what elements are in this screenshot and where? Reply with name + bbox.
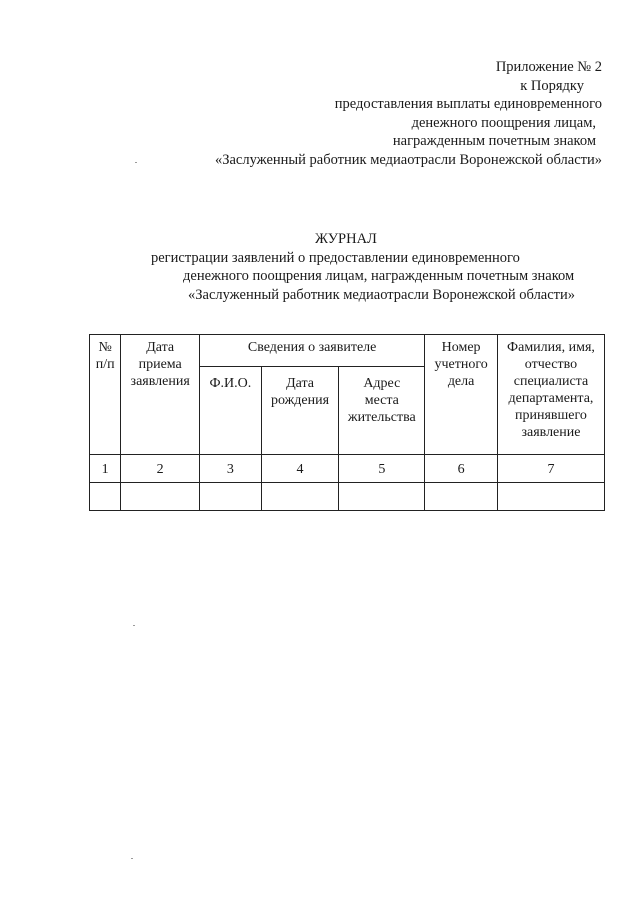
scan-speck [133,625,135,626]
column-number-cell: 3 [200,455,262,483]
header-cell-address: Адрес места жительства [339,367,425,455]
appendix-header [142,58,602,170]
header-cell-applicant-info: Сведения о заявителе [200,335,425,367]
table-header-row [90,335,605,367]
appendix-number: Приложение № 2 [495,59,602,75]
journal-subtitle-line: денежного поощрения лицам, награжденным почетным знаком [183,268,575,285]
column-number-cell: 2 [121,455,200,483]
empty-cell [339,483,425,511]
header-cell-full-name: Ф.И.О. [200,367,262,455]
empty-cell [90,483,121,511]
column-number-cell: 1 [90,455,121,483]
header-cell-case-number: Номер учетного дела [425,335,498,455]
column-number-cell: 4 [261,455,339,483]
empty-cell [261,483,339,511]
appendix-award-name: «Заслуженный работник медиаотрасли Воронежской области» [214,151,602,168]
journal-heading: ЖУРНАЛ [315,231,377,247]
journal-subtitle-line: регистрации заявлений о предоставлении единовременного [151,249,520,266]
appendix-reference: к Порядку [520,77,584,94]
appendix-text-line: денежного поощрения лицам, [411,114,596,131]
table-row [90,483,605,511]
header-cell-number: № п/п [90,335,121,455]
appendix-text-line: предоставления выплаты единовременного [334,96,602,113]
empty-cell [497,483,604,511]
appendix-text-line: награжденным почетным знаком [392,133,596,150]
header-cell-specialist: Фамилия, имя, отчество специалиста департамента, принявшего заявление [497,335,604,455]
scan-speck [135,162,137,163]
column-number-row [90,455,605,483]
column-number-cell: 7 [497,455,604,483]
column-number-cell: 5 [339,455,425,483]
header-cell-date-received: Дата приема заявления [121,335,200,455]
journal-subtitle-line: «Заслуженный работник медиаотрасли Воронежской области» [188,286,576,303]
journal-table [89,334,605,511]
header-cell-birth-date: Дата рождения [261,367,339,455]
journal-title-block [0,230,640,304]
empty-cell [121,483,200,511]
scan-speck [131,858,133,859]
empty-cell [425,483,498,511]
empty-cell [200,483,262,511]
column-number-cell: 6 [425,455,498,483]
